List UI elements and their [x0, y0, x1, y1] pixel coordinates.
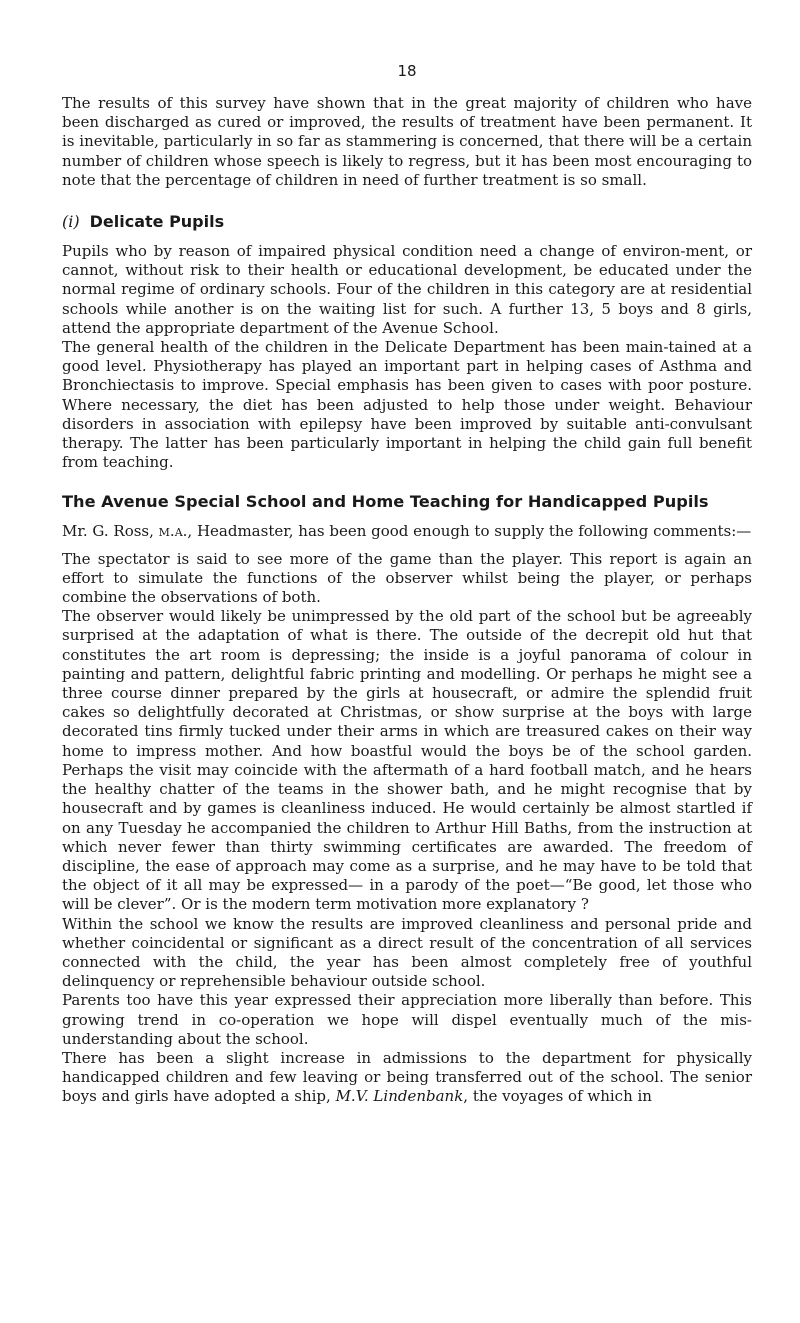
- section-label: (i): [62, 212, 80, 232]
- section-title: Delicate Pupils: [89, 212, 225, 232]
- paragraph: Pupils who by reason of impaired physical condition need a change of environ-ment, or cannot, without risk to their health or educational development, be educated under the normal regime of ordinary schools. Four of the children in this category are at residential schools while another is on the waiting list for such. A further 13, 5 boys and 8 girls, attend the appropriate department of the Avenue School.: [62, 242, 752, 337]
- degree: m.a.: [158, 522, 188, 541]
- last-paragraph: [62, 1049, 752, 1107]
- paragraph: Within the school we know the results are improved cleanliness and personal pride and whether coincidental or significant as a direct result of the concentration of all services connected with the child, the year has been almost completely free of youthful delinquency or reprehensible behaviour outside school.: [62, 914, 752, 991]
- intro-paragraph: The results of this survey have shown that in the great majority of children who have been discharged as cured or improved, the results of treatment have been permanent. It is inevitable, particularly in so far as stammering is concerned, that there will be a certain number of children whose speech is likely to regress, but it has been most encouraging to note that the percentage of children in need of further treatment is so small.: [62, 94, 752, 189]
- last-paragraph-after: , the voyages of which in: [463, 1087, 652, 1106]
- intro-after: , Headmaster, has been good enough to supply the following comments:—: [187, 522, 752, 541]
- section-heading-avenue-school: The Avenue Special School and Home Teaching for Handicapped Pupils: [62, 492, 709, 512]
- last-paragraph-before: There has been a slight increase in admissions to the department for physically handicapped children and few leaving or being transferred out of the school. The senior boys and girls have adopted a ship,: [62, 1048, 752, 1106]
- paragraph: The spectator is said to see more of the game than the player. This report is again an effort to simulate the functions of the observer whilst being the player, or perhaps combine the observations of both.: [62, 549, 752, 607]
- intro-comment-paragraph: [62, 522, 752, 541]
- document-page: [62, 62, 752, 1107]
- paragraph: Parents too have this year expressed their appreciation more liberally than before. This growing trend in co-operation we hope will dispel eventually much of the mis-understanding about the school.: [62, 991, 752, 1048]
- section-heading-delicate-pupils: [62, 212, 752, 232]
- intro-before: Mr. G. Ross,: [62, 522, 159, 541]
- ship-name: M.V. Lindenbank: [335, 1087, 464, 1106]
- paragraph: The general health of the children in the Delicate Department has been main-tained at a good level. Physiotherapy has played an important part in helping cases of Asthma and Bronchiectasis to improve. Special emphasis has been given to cases with poor posture. Where necessary, the diet has been adjusted to help those under weight. Behaviour disorders in association with epilepsy have been improved by suitable anti-convulsant therapy. The latter has been particularly important in helping the child gain full benefit from teaching.: [62, 338, 752, 472]
- page-number: 18: [397, 62, 417, 80]
- paragraph: The observer would likely be unimpressed by the old part of the school but be agreeably surprised at the adaptation of what is there. The outside of the decrepit old hut that constitutes the art room is depressing; the inside is a joyful panorama of colour in painting and pattern, delightful fabric printing and modelling. Or perhaps he might see a three course dinner prepared by the girls at housecraft, or admire the splendid fruit cakes so delightfully decorated at Christmas, or show surprise at the boys with large decorated tins firmly tucked under their arms in which are treasured cakes on their way home to impress mother. And how boastful would the boys be of the school garden. Perhaps the visit may coincide with the aftermath of a hard football match, and he hears the healthy chatter of the teams in the shower bath, and he might recognise that by housecraft and by games is cleanliness induced. He would certainly be almost startled if on any Tuesday he accompanied the children to Arthur Hill Baths, from the instruction at which never fewer than thirty swimming certificates are awarded. The freedom of discipline, the ease of approach may come as a surprise, and he may have to be told that the object of it all may be expressed— in a parody of the poet—“Be good, let those who will be clever”. Or is the modern term motivation more explanatory ?: [62, 607, 752, 914]
